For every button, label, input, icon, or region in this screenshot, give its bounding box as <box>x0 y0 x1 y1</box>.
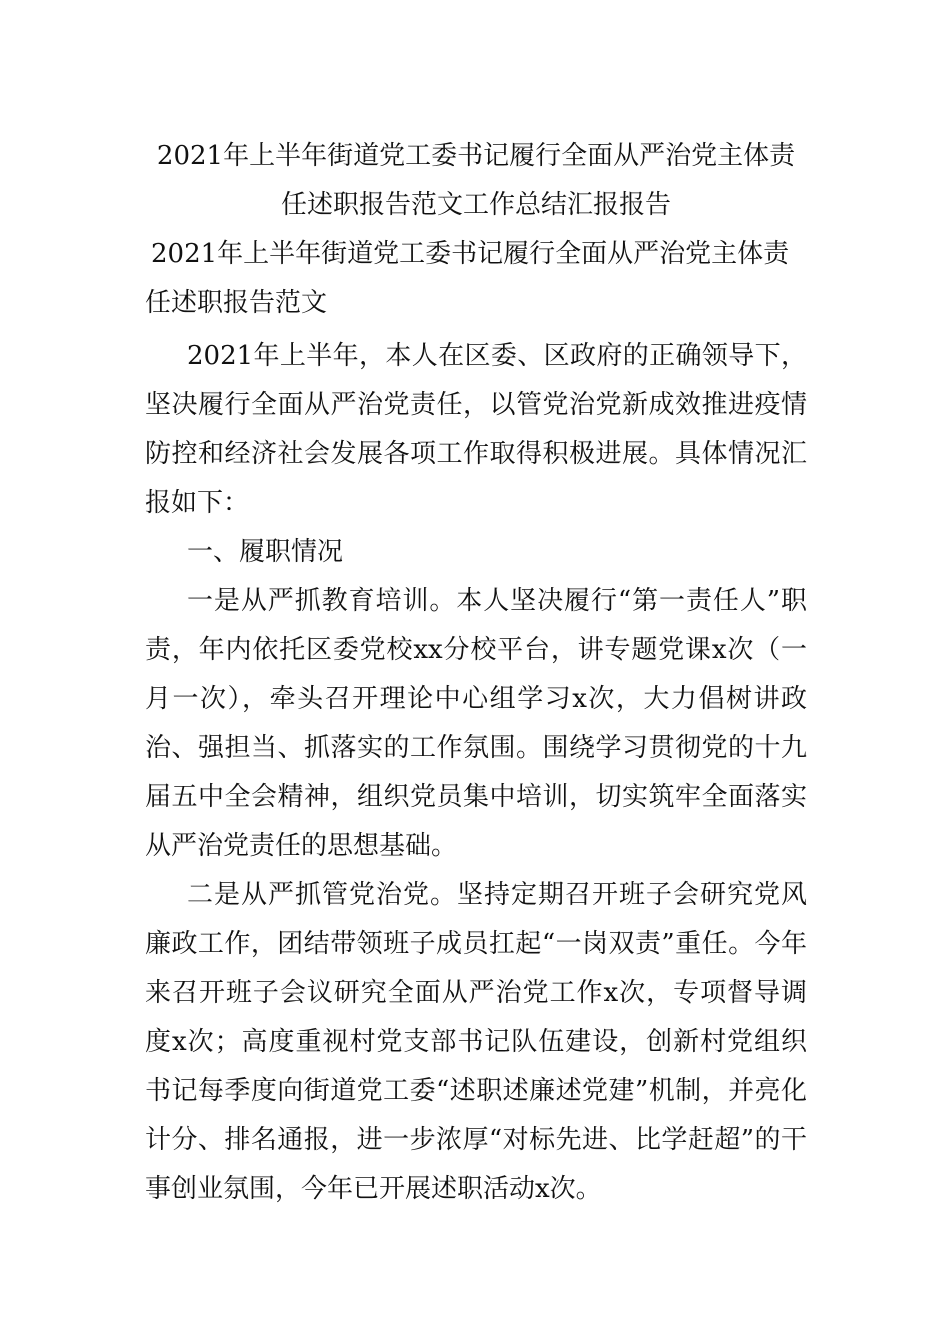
paragraph-education: 一是从严抓教育培训。本人坚决履行“第一责任人”职责，年内依托区委党校xx分校平台，讲专题党课x次（一月一次），牵头召开理论中心组学习x次，大力倡树讲政治、强担当、抓落实的工作氛围。围绕学习贯彻党的十九届五中全会精神，组织党员集中培训，切实筑牢全面落实从严治党责任的思想基础。 <box>145 586 807 861</box>
paragraph-party-management: 二是从严抓管党治党。坚持定期召开班子会研究党风廉政工作，团结带领班子成员扛起“一岗双责”重任。今年来召开班子会议研究全面从严治党工作x次，专项督导调度x次；高度重视村党支部书记队伍建设，创新村党组织书记每季度向街道党工委“述职述廉述党建”机制，并亮化计分、排名通报，进一步浓厚“对标先进、比学赶超”的干事创业氛围，今年已开展述职活动x次。 <box>145 880 807 1204</box>
section-heading: 一、履职情况 <box>187 537 344 567</box>
paragraph-intro: 2021年上半年，本人在区委、区政府的正确领导下，坚决履行全面从严治党责任，以管党治党新成效推进疫情防控和经济社会发展各项工作取得积极进展。具体情况汇报如下： <box>145 341 807 518</box>
document-subtitle: 2021年上半年街道党工委书记履行全面从严治党主体责任述职报告范文 <box>145 239 790 318</box>
document-title: 2021年上半年街道党工委书记履行全面从严治党主体责任述职报告范文工作总结汇报报告 <box>156 141 796 220</box>
document-content <box>145 132 807 1214</box>
